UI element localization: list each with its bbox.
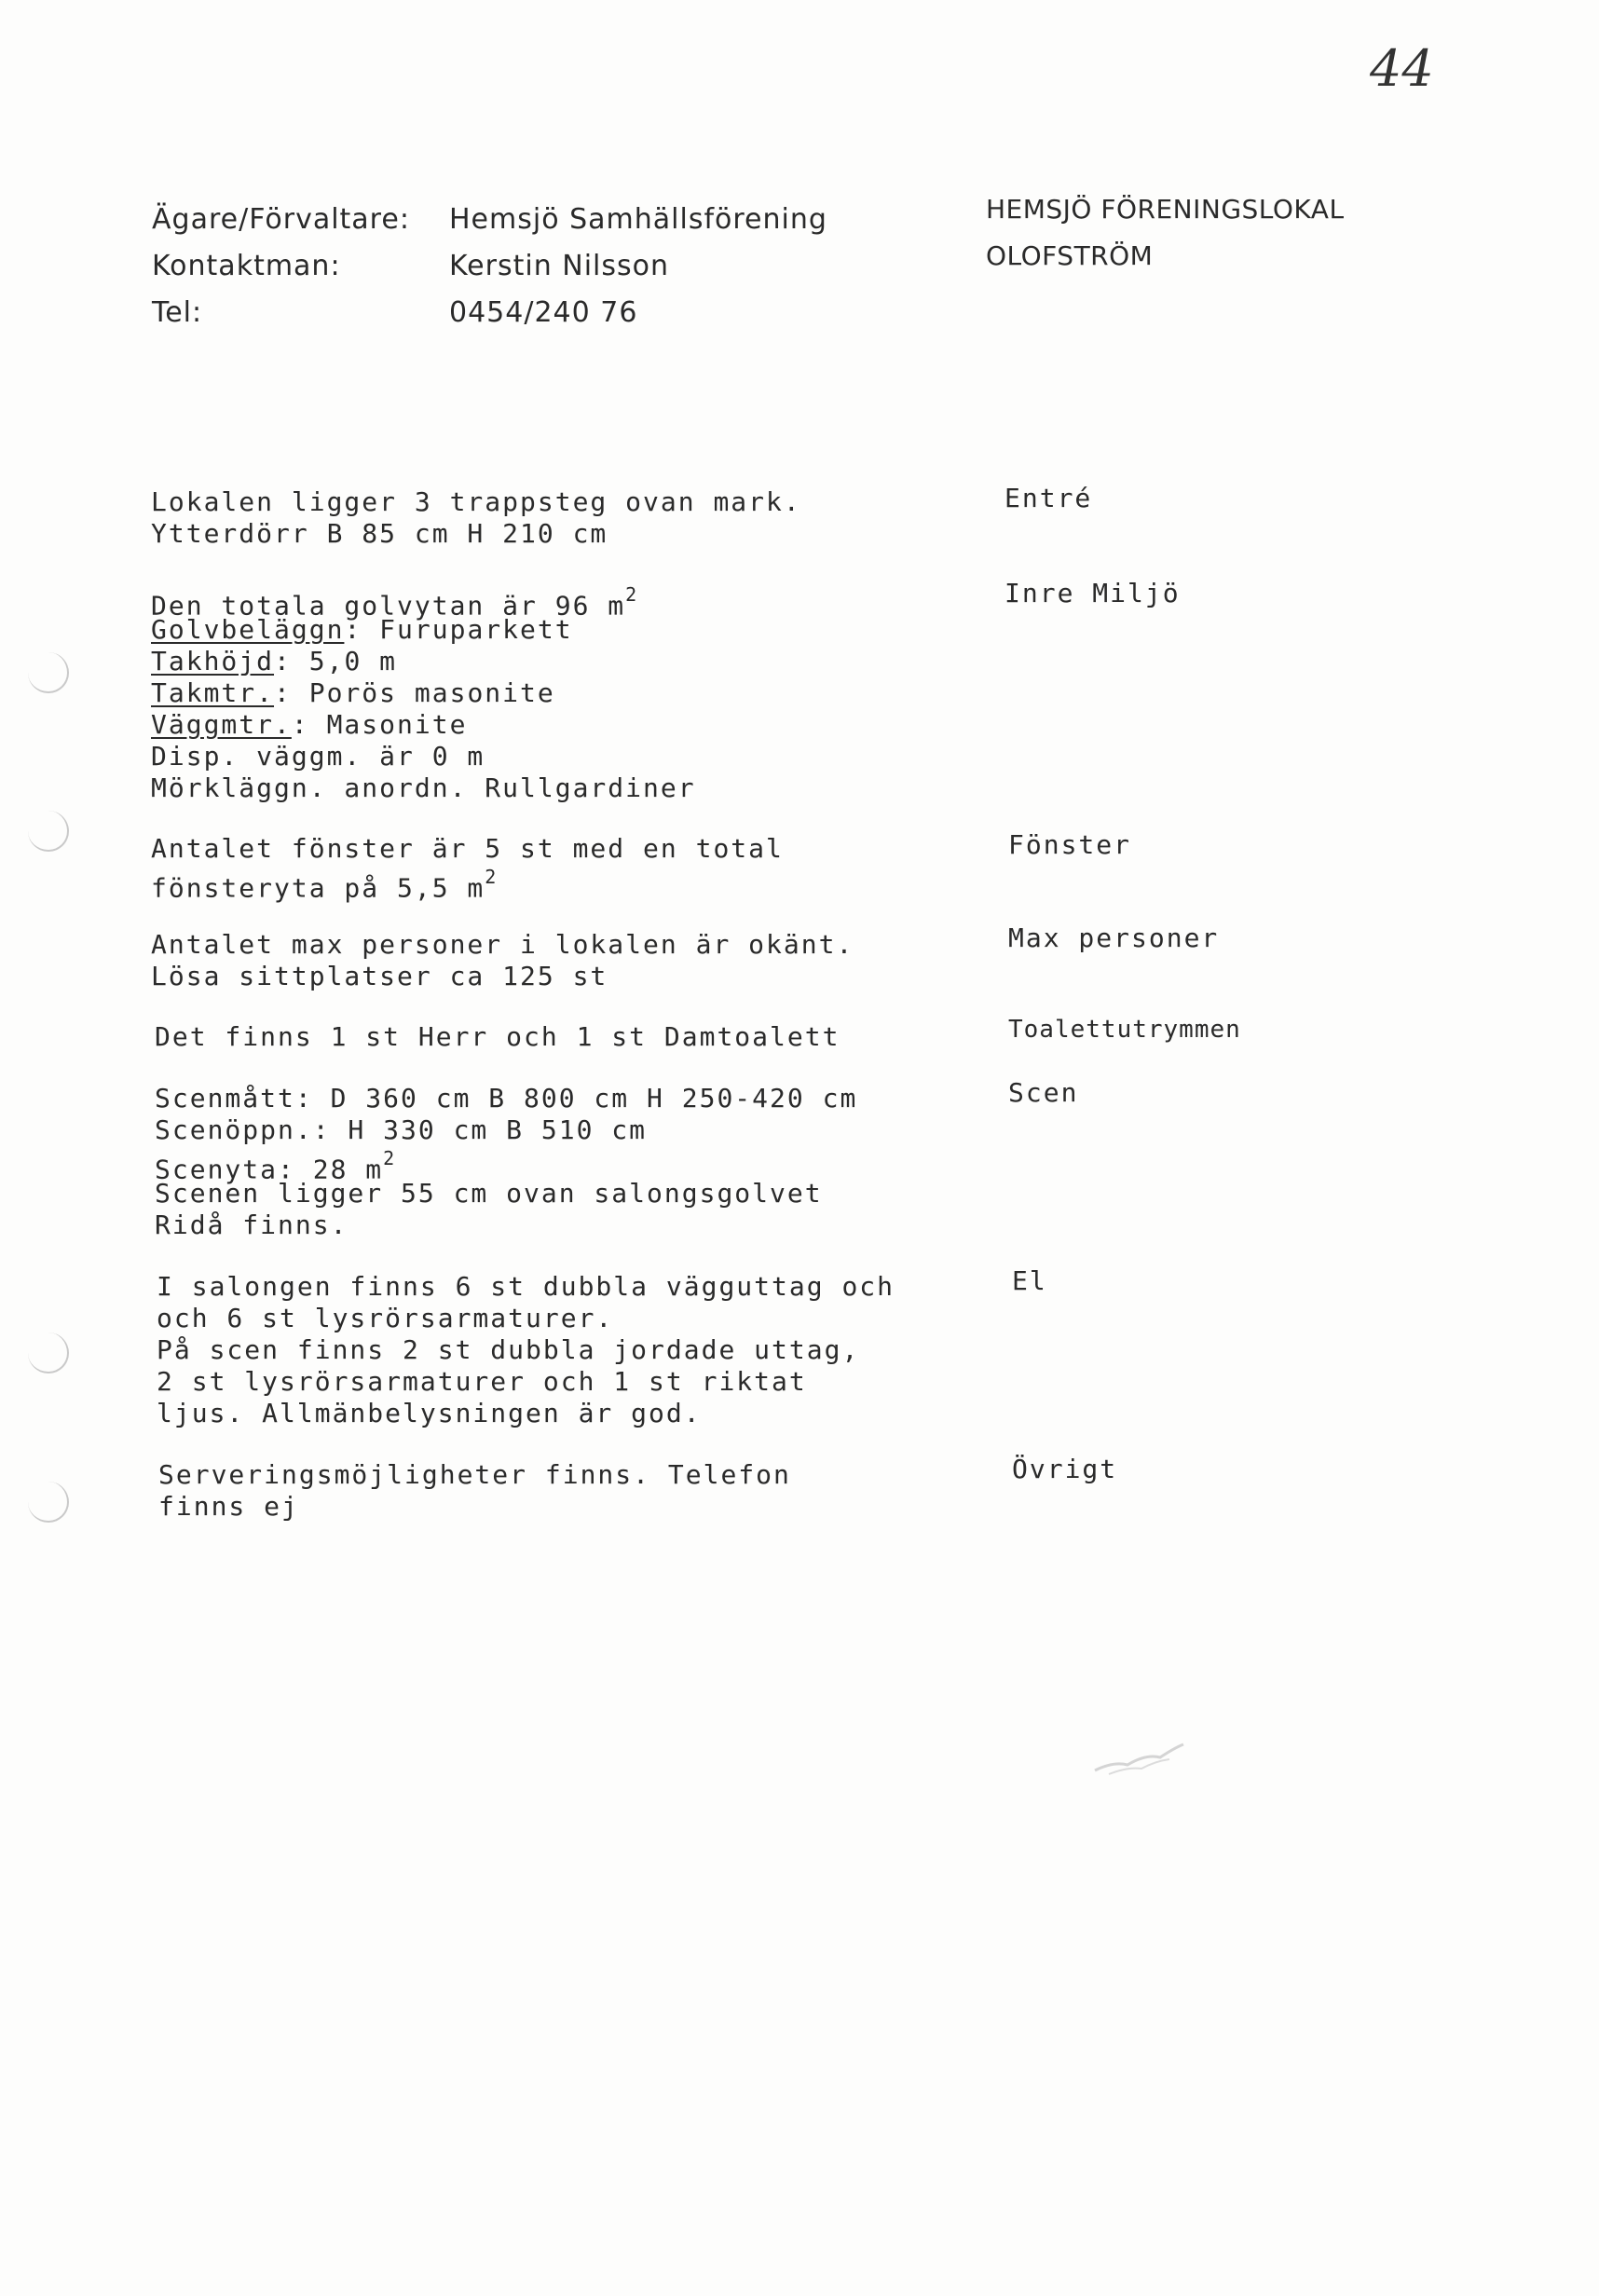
pencil-scribble <box>1090 1733 1193 1780</box>
takmtr-label: Takmtr. <box>151 677 275 708</box>
golv-value: : Furuparkett <box>344 614 573 645</box>
el-line: och 6 st lysrörsarmaturer. <box>157 1303 614 1333</box>
section-label-ovrigt: Övrigt <box>1012 1454 1118 1484</box>
tak-value: : 5,0 m <box>274 646 398 676</box>
contact-label: Kontaktman: <box>152 250 341 282</box>
toalett-line: Det finns 1 st Herr och 1 st Damtoalett <box>155 1021 840 1052</box>
fonster-area-sup: 2 <box>485 866 499 888</box>
tel-label: Tel: <box>152 296 203 329</box>
scen-area-sup: 2 <box>383 1147 397 1169</box>
el-line: 2 st lysrörsarmaturer och 1 st riktat <box>157 1366 807 1397</box>
max-line: Lösa sittplatser ca 125 st <box>151 961 608 991</box>
vagg-value: : Masonite <box>291 709 468 740</box>
ovrigt-line: finns ej <box>158 1491 299 1522</box>
scen-line: Scenöppn.: H 330 cm B 510 cm <box>155 1114 648 1145</box>
page-number: 44 <box>1370 39 1434 98</box>
inre-line <box>151 646 397 677</box>
contact-value: Kerstin Nilsson <box>449 250 669 282</box>
inre-line: Mörkläggn. anordn. Rullgardiner <box>151 772 696 803</box>
el-line: På scen finns 2 st dubbla jordade uttag, <box>157 1334 860 1365</box>
scen-line: Ridå finns. <box>155 1210 348 1240</box>
section-label-inre: Inre Miljö <box>1004 578 1181 608</box>
inre-line <box>151 677 555 709</box>
scen-line: Scenmått: D 360 cm B 800 cm H 250-420 cm <box>155 1083 858 1114</box>
section-label-toalett: Toalettutrymmen <box>1008 1016 1241 1044</box>
inre-floor-text: Den totala golvytan är 96 m <box>151 590 626 622</box>
scen-area-text: Scenyta: 28 m <box>155 1154 384 1185</box>
entre-line: Ytterdörr B 85 cm H 210 cm <box>151 518 608 549</box>
fonster-area-text: fönsteryta på 5,5 m <box>151 872 485 904</box>
entre-line: Lokalen ligger 3 trappsteg ovan mark. <box>151 486 801 517</box>
max-line: Antalet max personer i lokalen är okänt. <box>151 929 854 960</box>
inre-floor-sup: 2 <box>625 583 639 606</box>
owner-value: Hemsjö Samhällsförening <box>449 203 827 236</box>
section-label-el: El <box>1012 1265 1047 1296</box>
section-label-scen: Scen <box>1008 1077 1079 1108</box>
fonster-line: Antalet fönster är 5 st med en total <box>151 833 784 864</box>
section-label-max: Max personer <box>1008 922 1220 953</box>
golv-label: Golvbeläggn <box>151 614 345 645</box>
scen-line: Scenen ligger 55 cm ovan salongsgolvet <box>155 1178 823 1209</box>
inre-line: Disp. väggm. är 0 m <box>151 741 485 772</box>
vagg-label: Väggmtr. <box>151 709 292 740</box>
punch-hole <box>28 1482 69 1523</box>
el-line: I salongen finns 6 st dubbla vägguttag och <box>157 1271 895 1302</box>
section-label-fonster: Fönster <box>1008 829 1132 860</box>
ovrigt-line: Serveringsmöjligheter finns. Telefon <box>158 1459 791 1490</box>
el-line: ljus. Allmänbelysningen är god. <box>157 1398 702 1428</box>
tel-value: 0454/240 76 <box>449 296 638 329</box>
owner-label: Ägare/Förvaltare: <box>152 203 410 236</box>
punch-hole <box>28 811 69 852</box>
section-label-entre: Entré <box>1004 483 1093 513</box>
punch-hole <box>28 1332 69 1374</box>
inre-line <box>151 709 467 741</box>
tak-label: Takhöjd <box>151 646 275 676</box>
venue-city: OLOFSTRÖM <box>986 240 1154 271</box>
punch-hole <box>28 652 69 693</box>
takmtr-value: : Porös masonite <box>274 677 555 708</box>
inre-line <box>151 614 573 646</box>
fonster-line <box>151 865 498 904</box>
venue-title: HEMSJÖ FÖRENINGSLOKAL <box>986 194 1345 225</box>
